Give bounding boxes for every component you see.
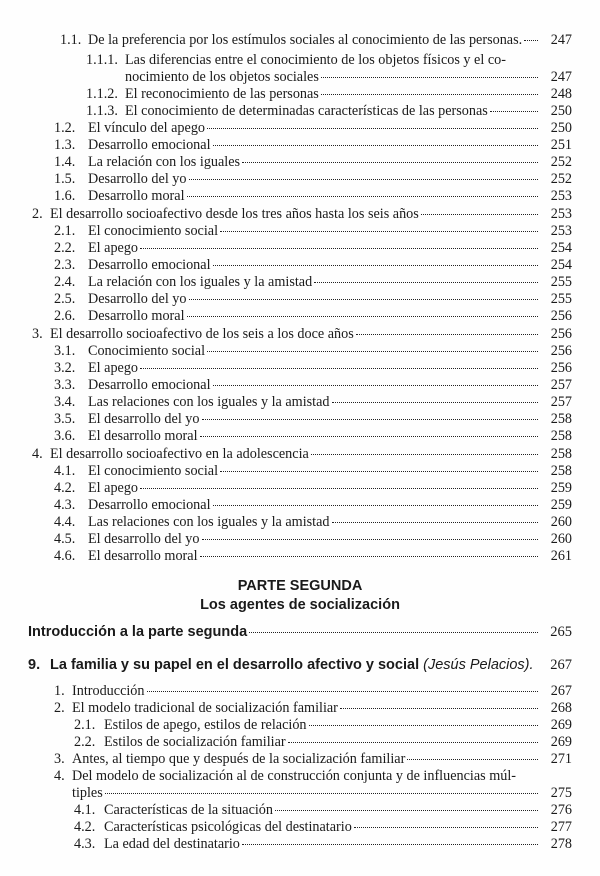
chapter-number: 9. [28, 657, 41, 673]
toc-entry-chapter [0, 657, 600, 677]
intro-page: 265 [550, 624, 572, 640]
entry-number: 4.5. [54, 531, 76, 547]
entry-page: 251 [550, 137, 572, 153]
entry-page: 257 [550, 377, 572, 393]
entry-number: 3.2. [54, 360, 76, 376]
chapter-page: 267 [550, 657, 572, 673]
entry-number: 3.4. [54, 394, 76, 410]
entry-title: Las relaciones con los iguales y la amistad [88, 394, 330, 410]
chapter-author: (Jesús Pelacios). [423, 657, 534, 673]
entry-page: 252 [550, 154, 572, 170]
entry-page: 258 [550, 446, 572, 462]
entry-number: 2.3. [54, 257, 76, 273]
entry-title: La edad del destinatario [104, 836, 240, 852]
entry-number: 1.1.2. [86, 86, 118, 102]
entry-title: Desarrollo emocional [88, 377, 211, 393]
entry-title: El conocimiento social [88, 223, 219, 239]
entry-number: 3. [54, 751, 65, 767]
entry-number: 4.1. [54, 463, 76, 479]
entry-page: 253 [550, 206, 572, 222]
entry-title: Características de la situación [104, 802, 273, 818]
entry-page: 253 [550, 188, 572, 204]
entry-number: 3.5. [54, 411, 76, 427]
entry-title: Desarrollo emocional [88, 257, 211, 273]
entry-title: Estilos de socialización familiar [104, 734, 286, 750]
entry-page: 256 [550, 343, 572, 359]
entry-title: Introducción [72, 683, 145, 699]
entry-title: Las diferencias entre el conocimiento de los objetos físicos y el co- [125, 52, 506, 68]
entry-title: El desarrollo moral [88, 548, 198, 564]
entry-page: 255 [550, 291, 572, 307]
entry-number: 4. [54, 768, 65, 784]
entry-title: Conocimiento social [88, 343, 206, 359]
entry-page: 258 [550, 428, 572, 444]
entry-title: La relación con los iguales [88, 154, 241, 170]
entry-number: 1.2. [54, 120, 76, 136]
entry-number: 2.1. [54, 223, 76, 239]
chapter-title: La familia y su papel en el desarrollo afectivo y social [50, 657, 420, 673]
entry-title: nocimiento de los objetos sociales [125, 69, 319, 85]
entry-page: 258 [550, 411, 572, 427]
entry-number: 2.6. [54, 308, 76, 324]
entry-number: 2.5. [54, 291, 76, 307]
entry-number: 3.1. [54, 343, 76, 359]
entry-title: El reconocimiento de las personas [125, 86, 319, 102]
toc-entry [0, 428, 600, 448]
toc-entry [0, 836, 600, 856]
entry-number: 4. [32, 446, 43, 462]
entry-title: El desarrollo del yo [88, 411, 200, 427]
toc-entry-intro [0, 624, 600, 644]
toc-entry [0, 548, 600, 568]
entry-page: 269 [550, 734, 572, 750]
entry-title: El vínculo del apego [88, 120, 206, 136]
entry-page: 250 [550, 120, 572, 136]
toc-entry [0, 308, 600, 328]
entry-page: 256 [550, 360, 572, 376]
entry-page: 259 [550, 497, 572, 513]
entry-number: 2.4. [54, 274, 76, 290]
entry-page: 254 [550, 257, 572, 273]
entry-page: 247 [550, 69, 572, 85]
entry-page: 275 [550, 785, 572, 801]
entry-number: 4.6. [54, 548, 76, 564]
entry-number: 1.1.3. [86, 103, 118, 119]
entry-title: De la preferencia por los estímulos sociales al conocimiento de las personas. [88, 32, 523, 48]
entry-title: Desarrollo moral [88, 308, 185, 324]
entry-page: 258 [550, 463, 572, 479]
entry-page: 253 [550, 223, 572, 239]
entry-page: 260 [550, 531, 572, 547]
entry-title: El apego [88, 480, 139, 496]
entry-title: El desarrollo socioafectivo de los seis a los doce años [50, 326, 354, 342]
entry-number: 4.3. [54, 497, 76, 513]
entry-title: tiples [72, 785, 103, 801]
entry-number: 3.6. [54, 428, 76, 444]
entry-title: Desarrollo emocional [88, 137, 211, 153]
entry-page: 257 [550, 394, 572, 410]
entry-title: El conocimiento social [88, 463, 219, 479]
toc-entry [0, 188, 600, 208]
entry-page: 256 [550, 326, 572, 342]
entry-title: Estilos de apego, estilos de relación [104, 717, 307, 733]
entry-title: Desarrollo del yo [88, 171, 187, 187]
entry-page: 271 [550, 751, 572, 767]
entry-title: Desarrollo moral [88, 188, 185, 204]
entry-page: 259 [550, 480, 572, 496]
entry-page: 247 [550, 32, 572, 48]
entry-number: 1.1.1. [86, 52, 118, 68]
entry-number: 2.2. [54, 240, 76, 256]
entry-title: Antes, al tiempo que y después de la socialización familiar [72, 751, 406, 767]
entry-title: El desarrollo moral [88, 428, 198, 444]
entry-title: El desarrollo socioafectivo en la adolescencia [50, 446, 309, 462]
entry-number: 4.2. [74, 819, 96, 835]
entry-number: 1.4. [54, 154, 76, 170]
entry-number: 4.4. [54, 514, 76, 530]
entry-number: 1.6. [54, 188, 76, 204]
entry-page: 250 [550, 103, 572, 119]
entry-title: La relación con los iguales y la amistad [88, 274, 313, 290]
entry-page: 278 [550, 836, 572, 852]
entry-number: 1.3. [54, 137, 76, 153]
entry-number: 4.3. [74, 836, 96, 852]
entry-number: 4.1. [74, 802, 96, 818]
entry-page: 269 [550, 717, 572, 733]
part-title: PARTE SEGUNDA [237, 578, 363, 594]
entry-page: 254 [550, 240, 572, 256]
entry-page: 277 [550, 819, 572, 835]
entry-title: Características psicológicas del destinatario [104, 819, 352, 835]
entry-number: 1.5. [54, 171, 76, 187]
entry-title: El desarrollo socioafectivo desde los tres años hasta los seis años [50, 206, 419, 222]
entry-number: 4.2. [54, 480, 76, 496]
entry-number: 1. [54, 683, 65, 699]
entry-page: 256 [550, 308, 572, 324]
entry-number: 2.2. [74, 734, 96, 750]
entry-number: 3.3. [54, 377, 76, 393]
entry-page: 276 [550, 802, 572, 818]
entry-number: 2. [32, 206, 43, 222]
entry-title: El apego [88, 240, 139, 256]
entry-title: Del modelo de socialización al de construcción conjunta y de influencias múl- [72, 768, 516, 784]
toc-entry [0, 32, 600, 52]
entry-page: 261 [550, 548, 572, 564]
entry-number: 1.1. [60, 32, 82, 48]
entry-page: 267 [550, 683, 572, 699]
entry-title: Las relaciones con los iguales y la amistad [88, 514, 330, 530]
entry-title: El modelo tradicional de socialización familiar [72, 700, 338, 716]
entry-page: 268 [550, 700, 572, 716]
entry-number: 2. [54, 700, 65, 716]
entry-number: 3. [32, 326, 43, 342]
entry-title: El desarrollo del yo [88, 531, 200, 547]
entry-title: Desarrollo del yo [88, 291, 187, 307]
intro-title: Introducción a la parte segunda [28, 624, 248, 640]
entry-page: 255 [550, 274, 572, 290]
entry-title: El conocimiento de determinadas características de las personas [125, 103, 488, 119]
entry-title: Desarrollo emocional [88, 497, 211, 513]
entry-page: 252 [550, 171, 572, 187]
entry-title: El apego [88, 360, 139, 376]
entry-page: 260 [550, 514, 572, 530]
entry-page: 248 [550, 86, 572, 102]
entry-number: 2.1. [74, 717, 96, 733]
part-subtitle: Los agentes de socialización [200, 597, 400, 613]
